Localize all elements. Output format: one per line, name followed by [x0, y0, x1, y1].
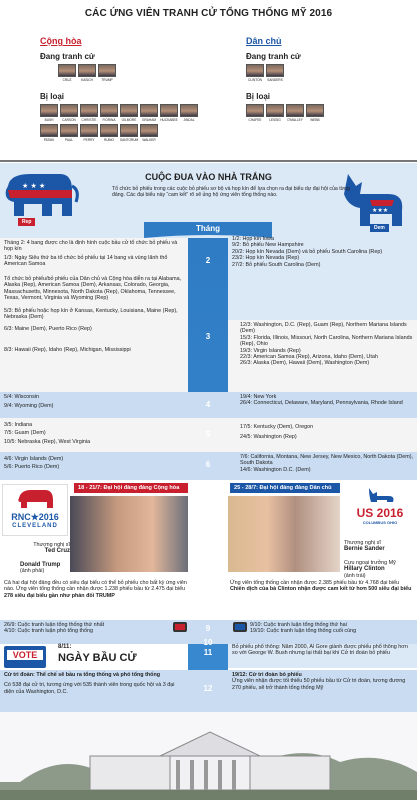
dem-convention-text: Ứng viên tổng thống cần nhận được 2.385 phiếu bầu từ 4.768 đại biểu Chiến dịch của bà Clinton nhận được cam kết từ hơn 500 siêu đại biểu	[230, 580, 412, 593]
month-3-label: 3	[205, 332, 211, 341]
tv-icon	[232, 620, 248, 634]
candidate-tile	[40, 124, 58, 142]
candidate-name: WEBB	[310, 118, 320, 122]
clinton-caption: Cựu ngoại trưởng Mỹ Hillary Clinton (ảnh trái)	[344, 560, 396, 579]
candidate-tile	[98, 64, 116, 82]
month-3-right-text	[240, 322, 414, 367]
event-text: 1/3: Ngày Siêu thứ ba tổ chức bỏ phiếu tại 14 bang và vùng lãnh thổ American Samoa	[4, 254, 168, 268]
month-9-label: 9	[205, 624, 211, 633]
candidate-photo	[246, 104, 264, 117]
candidate-name: BUSH	[44, 118, 54, 122]
dnc-logo-text: US 2016	[356, 506, 404, 520]
sanders-caption: Thượng nghị sĩ Bernie Sander	[344, 540, 385, 553]
month-4-label: 4	[205, 400, 211, 409]
event-text: 27/2: Bỏ phiếu South Carolina (Dem)	[232, 261, 321, 268]
section-title: CUỘC ĐUA VÀO NHÀ TRẮNG	[145, 172, 272, 182]
candidate-name: LESSIG	[269, 118, 281, 122]
month-6-right-text	[240, 454, 414, 473]
candidate-name: CLINTON	[248, 78, 262, 82]
candidate-name: TRUMP	[101, 78, 113, 82]
event-text: 26/4: Connecticut, Delaware, Maryland, Pennsylvania, Rhode Island	[240, 400, 403, 407]
event-text: 5/4: Wisconsin	[4, 394, 40, 400]
candidate-tile	[140, 124, 158, 142]
rep-candidates-photo	[70, 496, 188, 572]
month-2-left-text	[4, 240, 184, 268]
event-text: 14/6: Washington D.C. (Dem)	[240, 466, 311, 473]
candidate-tile	[120, 124, 138, 142]
candidate-tile	[266, 104, 284, 122]
dem-running-label: Đang tranh cử	[246, 52, 301, 61]
svg-text:★★★: ★★★	[372, 207, 389, 214]
candidate-name: CHAFEE	[248, 118, 262, 122]
month-5-left-text	[4, 422, 184, 445]
rnc-city: CLEVELAND	[12, 523, 58, 529]
trump-caption: Donald Trump (ảnh phải)	[20, 562, 61, 575]
event-text: 5/3: Bỏ phiếu hoặc họp kín ở Kansas, Kentucky, Louisiana, Maine (Rep), Nebraska (Dem)	[4, 307, 178, 321]
event-text: 7/6: California, Montana, New Jersey, New Mexico, North Dakota (Dem), South Dakota	[240, 454, 414, 467]
rep-out-grid	[40, 104, 200, 142]
candidate-name: FIORINA	[102, 118, 116, 122]
candidate-photo	[40, 124, 58, 137]
candidate-photo	[140, 104, 158, 117]
candidate-tile	[160, 104, 178, 122]
month-7-label: 7	[205, 540, 211, 549]
month-5-right-text	[240, 424, 414, 441]
candidate-tile	[40, 104, 58, 122]
rnc-logo	[2, 484, 68, 536]
event-text: 1/2: Họp kín Iowa	[232, 236, 274, 242]
event-text: 23/2: Họp kín Nevada (Rep)	[232, 255, 300, 262]
candidate-photo	[120, 104, 138, 117]
rep-photo-captions: Thượng nghị sĩ Ted Cruz	[33, 542, 70, 555]
month-10-label: 10	[203, 638, 213, 647]
electoral-left-text: Cử tri đoàn: Thể chế sẽ bầu ra tổng thống và phó tổng thống Có 538 đại cử tri, tương ứng với 535 thành viên trong quốc hội và 3 đại diện của Washington, D.C.	[4, 672, 175, 695]
white-house-illustration	[0, 712, 417, 800]
candidate-photo	[60, 104, 78, 117]
dem-badge: Dem	[370, 224, 389, 232]
divider	[0, 160, 417, 162]
event-text: Tháng 2: 4 bang được cho là định hình cuộc bầu cử tổ chức bỏ phiếu và họp kín	[4, 240, 178, 253]
candidate-photo	[80, 124, 98, 137]
rep-running-label: Đang tranh cử	[40, 52, 95, 61]
section-intro: Tổ chức bỏ phiếu trong các cuộc bỏ phiếu sơ bộ và họp kín để lựa chọn ra đại biểu dự đại hội của từng đảng. Các đại biểu này “cam kết” rõ sẽ ủng hộ ứng viên tổng thống nào.	[112, 186, 350, 199]
candidate-tile	[80, 124, 98, 142]
month-header: Tháng	[196, 224, 220, 233]
event-text: 22/3: American Samoa (Rep), Arizona, Idaho (Dem), Utah	[240, 354, 378, 361]
dnc-city: COLUMBUS OHIO	[362, 520, 398, 525]
event-text: 10/5: Nebraska (Rep), West Virginia	[4, 438, 91, 445]
candidate-name: GILMORE	[121, 118, 137, 122]
event-text: 19/4: New York	[240, 394, 277, 400]
candidate-name: CHRISTIE	[81, 118, 97, 122]
candidate-tile	[246, 64, 264, 82]
rep-party-label: Cộng hòa	[40, 36, 82, 46]
candidate-name: PERRY	[83, 138, 95, 142]
candidate-photo	[266, 64, 284, 77]
candidate-photo	[286, 104, 304, 117]
event-text: 5/6: Puerto Rico (Dem)	[4, 464, 60, 471]
candidate-name: SANTORUM	[120, 138, 139, 142]
candidate-tile	[246, 104, 264, 122]
candidate-tile	[266, 64, 284, 82]
dem-out-label: Bị loại	[246, 92, 271, 101]
candidate-name: PAUL	[64, 138, 74, 142]
event-text: 20/2: Họp kín Nevada (Dem) và bỏ phiếu South Carolina (Rep)	[232, 248, 383, 255]
candidate-tile	[286, 104, 304, 122]
event-text: 19/10: Cuộc tranh luận tổng thống cuối cùng	[250, 628, 357, 635]
candidate-name: HUCKABEE	[160, 118, 178, 122]
candidate-photo	[78, 64, 96, 77]
month-11-label: 11	[203, 648, 213, 657]
candidate-photo	[180, 104, 198, 117]
donkey-logo-icon	[365, 486, 395, 504]
candidate-photo	[80, 104, 98, 117]
candidate-tile	[80, 104, 98, 122]
rep-badge: Rep	[18, 218, 35, 226]
month-5-label: 5	[205, 430, 211, 439]
candidate-photo	[120, 124, 138, 137]
month-6-left-text	[4, 456, 184, 471]
candidate-photo	[60, 124, 78, 137]
candidate-photo	[100, 124, 118, 137]
candidate-tile	[306, 104, 324, 122]
candidate-tile	[100, 104, 118, 122]
candidate-tile	[78, 64, 96, 82]
candidate-name: CARSON	[62, 118, 76, 122]
month-2-right-text	[232, 236, 414, 268]
rnc-logo-text: RNC★2016	[11, 512, 59, 522]
tv-icon	[172, 620, 188, 634]
candidate-tile	[140, 104, 158, 122]
electoral-right-text: 19/12: Cử tri đoàn bỏ phiếu Ứng viên nhận được tối thiểu 50 phiếu bầu từ Cử tri đoàn, tương đương 270 phiếu, sẽ trở thành tổng thống Mỹ	[232, 672, 406, 691]
event-text: Tổ chức bỏ phiếu/bỏ phiếu của Dân chủ và Cộng hòa diễn ra tại Alabama, Alaska (Rep), American Samoa (Dem), Arkansas, Colorado, Georgia, Massachusetts, Minnesota, North Dakota (Rep), Oklahoma, Tennessee, Texas, Vermont, Virginia và Wyoming (Rep)	[4, 276, 182, 302]
candidate-tile	[100, 124, 118, 142]
candidate-tile	[120, 104, 138, 122]
dem-candidates-photo	[228, 496, 340, 572]
candidate-photo	[100, 104, 118, 117]
candidate-photo	[98, 64, 116, 77]
month-8-label: 8	[205, 606, 211, 615]
event-text: 4/10: Cuộc tranh luận phó tổng thống	[4, 628, 94, 635]
rep-running-row	[58, 64, 116, 82]
debates-left-text	[4, 622, 180, 635]
event-text: 12/3: Washington, D.C. (Rep), Guam (Rep), Northern Mariana Islands (Dem)	[240, 322, 407, 335]
page-title: CÁC ỨNG VIÊN TRANH CỬ TỔNG THỐNG MỸ 2016	[84, 8, 333, 19]
event-text: 4/6: Virgin Islands (Dem)	[4, 456, 64, 462]
candidate-photo	[160, 104, 178, 117]
event-text: 8/3: Hawaii (Rep), Idaho (Rep), Michigan, Mississippi	[4, 346, 131, 353]
svg-text:★ ★ ★: ★ ★ ★	[22, 182, 46, 190]
event-text: 9/4: Wyoming (Dem)	[4, 403, 54, 410]
event-text: 7/5: Guam (Dem)	[4, 430, 46, 437]
candidate-name: RUBIO	[103, 138, 115, 142]
event-text: 15/3: Florida, Illinois, Missouri, North Carolina, Northern Mariana Islands (Rep), Ohio	[240, 334, 413, 348]
candidate-photo	[246, 64, 264, 77]
vote-badge-box	[4, 646, 46, 668]
candidate-photo	[40, 104, 58, 117]
month-12-label: 12	[203, 684, 213, 693]
candidate-name: CRUZ	[62, 78, 72, 82]
event-text: 17/5: Kentucky (Dem), Oregon	[240, 424, 314, 430]
election-right-text: Bỏ phiếu phổ thông: Năm 2000, Al Gore giành được phiếu phổ thông hơn so với George W. Bush nhưng lại thất bại khi Cử tri đoàn bỏ phiếu	[232, 644, 408, 657]
dem-running-row	[246, 64, 284, 82]
candidate-name: SANDERS	[267, 78, 283, 82]
dem-out-row	[246, 104, 324, 122]
candidate-tile	[60, 124, 78, 142]
dnc-logo	[344, 486, 416, 538]
month-4-right-text	[240, 394, 414, 407]
event-text: 9/2: Bỏ phiếu New Hampshire	[232, 242, 304, 249]
dem-party-label: Dân chủ	[246, 36, 282, 46]
month-6-label: 6	[205, 460, 211, 469]
election-date: 8/11:	[58, 644, 72, 650]
vote-badge: VOTE	[7, 650, 43, 660]
event-text: 26/3: Alaska (Dem), Hawaii (Dem), Washington (Dem)	[240, 360, 370, 367]
month-3-left-text	[4, 276, 184, 353]
rep-convention-text: Cả hai đại hội đảng đều có siêu đại biểu có thể bỏ phiếu cho bất kỳ ứng viên nào. Ứng viên tổng thống cần nhận được 1.238 phiếu bầu từ 2.475 đại biểu 278 siêu đại biểu gần như phản đối TRUMP	[4, 580, 187, 599]
rep-convention-tag: 18 - 21/7: Đại hội đảng đảng Cộng hòa	[74, 483, 188, 493]
candidate-photo	[306, 104, 324, 117]
candidate-name: PATAKI	[43, 138, 55, 142]
month-4-left-text	[4, 394, 184, 410]
event-text: 26/9: Cuộc tranh luận tổng thống thứ nhất	[4, 622, 105, 628]
candidate-photo	[58, 64, 76, 77]
candidate-name: WALKER	[142, 138, 156, 142]
month-2-label: 2	[205, 256, 211, 265]
candidate-tile	[180, 104, 198, 122]
rep-out-label: Bị loại	[40, 92, 65, 101]
elephant-logo-icon	[15, 488, 55, 510]
candidate-name: KASICH	[81, 78, 93, 82]
event-text: 6/3: Maine (Dem), Puerto Rico (Rep)	[4, 326, 92, 333]
event-text: 9/10: Cuộc tranh luận tổng thống thứ hai	[250, 622, 347, 628]
candidate-name: GRAHAM	[142, 118, 156, 122]
event-text: 19/3: Virgin Islands (Rep)	[240, 347, 301, 354]
candidate-name: JINDAL	[183, 118, 195, 122]
dem-convention-tag: 25 - 28/7: Đại hội đảng đảng Dân chủ	[230, 483, 340, 493]
event-text: 24/5: Washington (Rep)	[240, 434, 297, 441]
candidate-tile	[58, 64, 76, 82]
event-text: 3/5: Indiana	[4, 422, 33, 428]
election-title: NGÀY BẦU CỬ	[58, 652, 137, 664]
candidate-photo	[140, 124, 158, 137]
candidate-photo	[266, 104, 284, 117]
candidate-tile	[60, 104, 78, 122]
debates-right-text	[250, 622, 414, 635]
candidate-name: O'MALLEY	[287, 118, 303, 122]
